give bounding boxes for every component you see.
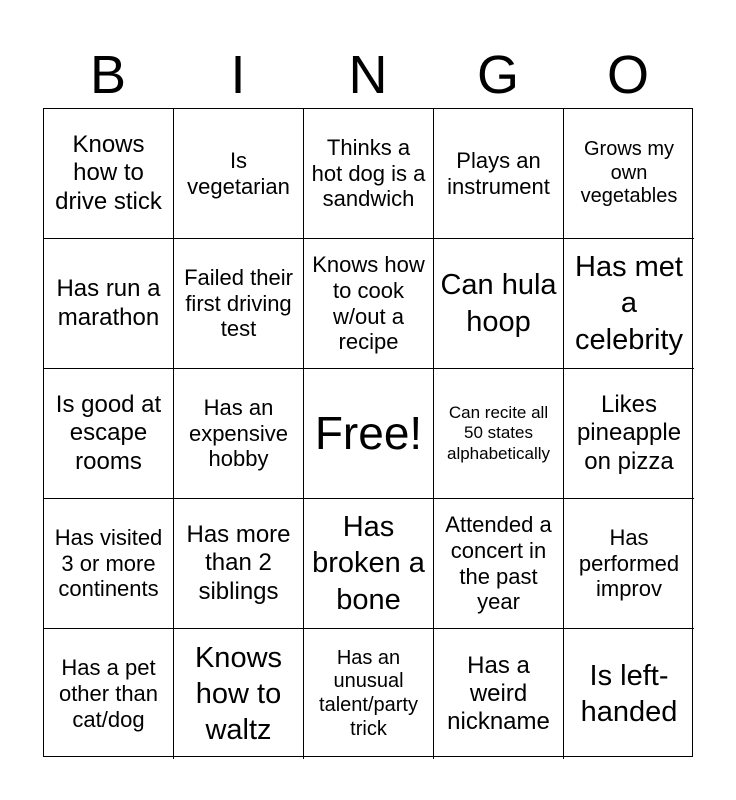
bingo-cell[interactable]: Attended a concert in the past year [434, 499, 564, 629]
bingo-cell[interactable]: Likes pineapple on pizza [564, 369, 694, 499]
bingo-cell[interactable]: Has more than 2 siblings [174, 499, 304, 629]
bingo-cell[interactable]: Has a pet other than cat/dog [44, 629, 174, 759]
bingo-cell[interactable]: Has an expensive hobby [174, 369, 304, 499]
header-letter-b: B [89, 45, 127, 105]
bingo-cell[interactable]: Has performed improv [564, 499, 694, 629]
bingo-cell[interactable]: Is left-handed [580, 659, 678, 728]
bingo-cell[interactable]: Has met a celebrity [564, 239, 694, 369]
bingo-cell[interactable]: Is good at escape rooms [44, 369, 174, 499]
header-letter-i: I [230, 45, 246, 105]
free-space-cell[interactable]: Free! [304, 369, 434, 499]
bingo-cell[interactable]: Grows my own vegetables [564, 109, 694, 239]
bingo-header [43, 40, 693, 110]
bingo-cell[interactable]: Thinks a hot dog is a sandwich [304, 109, 434, 239]
bingo-cell[interactable]: Knows how to waltz [174, 629, 304, 759]
bingo-cell[interactable]: Can recite all 50 states alphabetically [434, 369, 564, 499]
bingo-cell[interactable]: Knows how to drive stick [44, 109, 174, 239]
bingo-cell[interactable]: Plays an instrument [434, 109, 564, 239]
header-letter-g: G [476, 45, 519, 105]
header-letter-n: N [348, 45, 388, 105]
bingo-cell[interactable]: Has a weird nickname [434, 629, 564, 759]
bingo-cell[interactable]: Has run a marathon [44, 239, 174, 369]
bingo-cell[interactable]: Failed their first driving test [174, 239, 304, 369]
bingo-board [43, 108, 693, 757]
bingo-cell[interactable]: Knows how to cook w/out a recipe [304, 239, 434, 369]
bingo-cell[interactable]: Has broken a bone [304, 499, 434, 629]
header-letter-o: O [606, 45, 649, 105]
bingo-cell[interactable]: Has visited 3 or more continents [44, 499, 174, 629]
bingo-cell[interactable]: Is vegetarian [174, 109, 304, 239]
bingo-cell[interactable]: Has an unusual talent/party trick [304, 629, 434, 759]
bingo-cell[interactable]: Can hula hoop [434, 239, 564, 369]
